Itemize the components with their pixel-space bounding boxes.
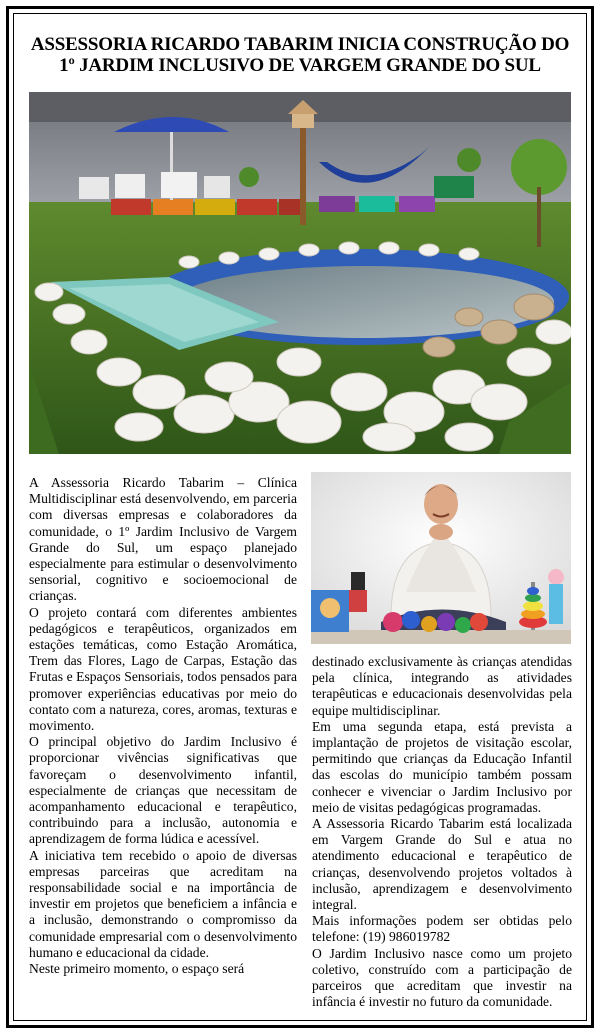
article-paragraph: A Assessoria Ricardo Tabarim está localizada em Vargem Grande do Sul e atua no atendimento educacional e terapêutico de crianças, desenvolvendo projetos voltados à inclusão, aprendizagem e desenvolvimento integral.: [312, 816, 572, 913]
headline-line-1: ASSESSORIA RICARDO TABARIM INICIA CONSTRUÇÃO DO: [30, 34, 570, 55]
article-column-left: [29, 475, 297, 977]
article-paragraph: Neste primeiro momento, o espaço será: [29, 961, 245, 977]
article-paragraph: O projeto contará com diferentes ambientes pedagógicos e terapêuticos, organizados em estações temáticas, como Estação Aromática, Trem das Flores, Lago de Carpas, Estação das Frutas e Espaços Sensoriais, todos pensados para promover experiências educativas por meio do contato com a natureza, cores, aromas, texturas e movimento.: [29, 604, 297, 734]
garden-photo-illustration: [29, 92, 571, 454]
article-paragraph: O Jardim Inclusivo nasce como um projeto coletivo, construído com a participação de parceiros que acreditam que investir na infância é investir no futuro da comunidade.: [312, 945, 572, 1010]
article-paragraph: A Assessoria Ricardo Tabarim – Clínica Multidisciplinar está desenvolvendo, em parceria com diversas empresas e colaboradores da comunidade, o 1º Jardim Inclusivo de Vargem Grande do Sul, um espaço planejado especialmente para estimular o desenvolvimento sensorial, cognitivo e socioemocional de crianças.: [29, 475, 297, 604]
article-column-right: [312, 654, 572, 1010]
portrait-photo: [311, 472, 571, 644]
garden-photo: [29, 92, 571, 454]
article-paragraph: Em uma segunda etapa, está prevista a implantação de projetos de visitação escolar, permitindo que crianças da Educação Infantil das escolas do município também possam conhecer e vivenciar o Jardim Inclusivo por meio de visitas pedagógicas programadas.: [312, 718, 572, 815]
portrait-photo-illustration: [311, 472, 571, 644]
headline: [20, 34, 580, 76]
article-paragraph: O principal objetivo do Jardim Inclusivo é proporcionar vivências significativas que favoreçam o desenvolvimento infantil, especialmente de crianças que necessitam de acompanhamento educacional e terapêutico, contribuindo para a inclusão, autonomia e aprendizagem de forma lúdica e acessível.: [29, 734, 297, 847]
article-paragraph: Mais informações podem ser obtidas pelo telefone: (19) 986019782: [312, 913, 572, 945]
article-paragraph: destinado exclusivamente às crianças atendidas pela clínica, integrando as atividades terapêuticas e educacionais desenvolvidas pela equipe multidisciplinar.: [312, 654, 572, 718]
headline-line-2: 1º JARDIM INCLUSIVO DE VARGEM GRANDE DO SUL: [59, 55, 541, 76]
article-paragraph: A iniciativa tem recebido o apoio de diversas empresas parceiras que acreditam na responsabilidade social e na importância de investir em projetos que beneficiem a infância e a inclusão, demonstrando o compromisso da comunidade empresarial com o desenvolvimento humano e educacional da cidade.: [29, 847, 297, 960]
